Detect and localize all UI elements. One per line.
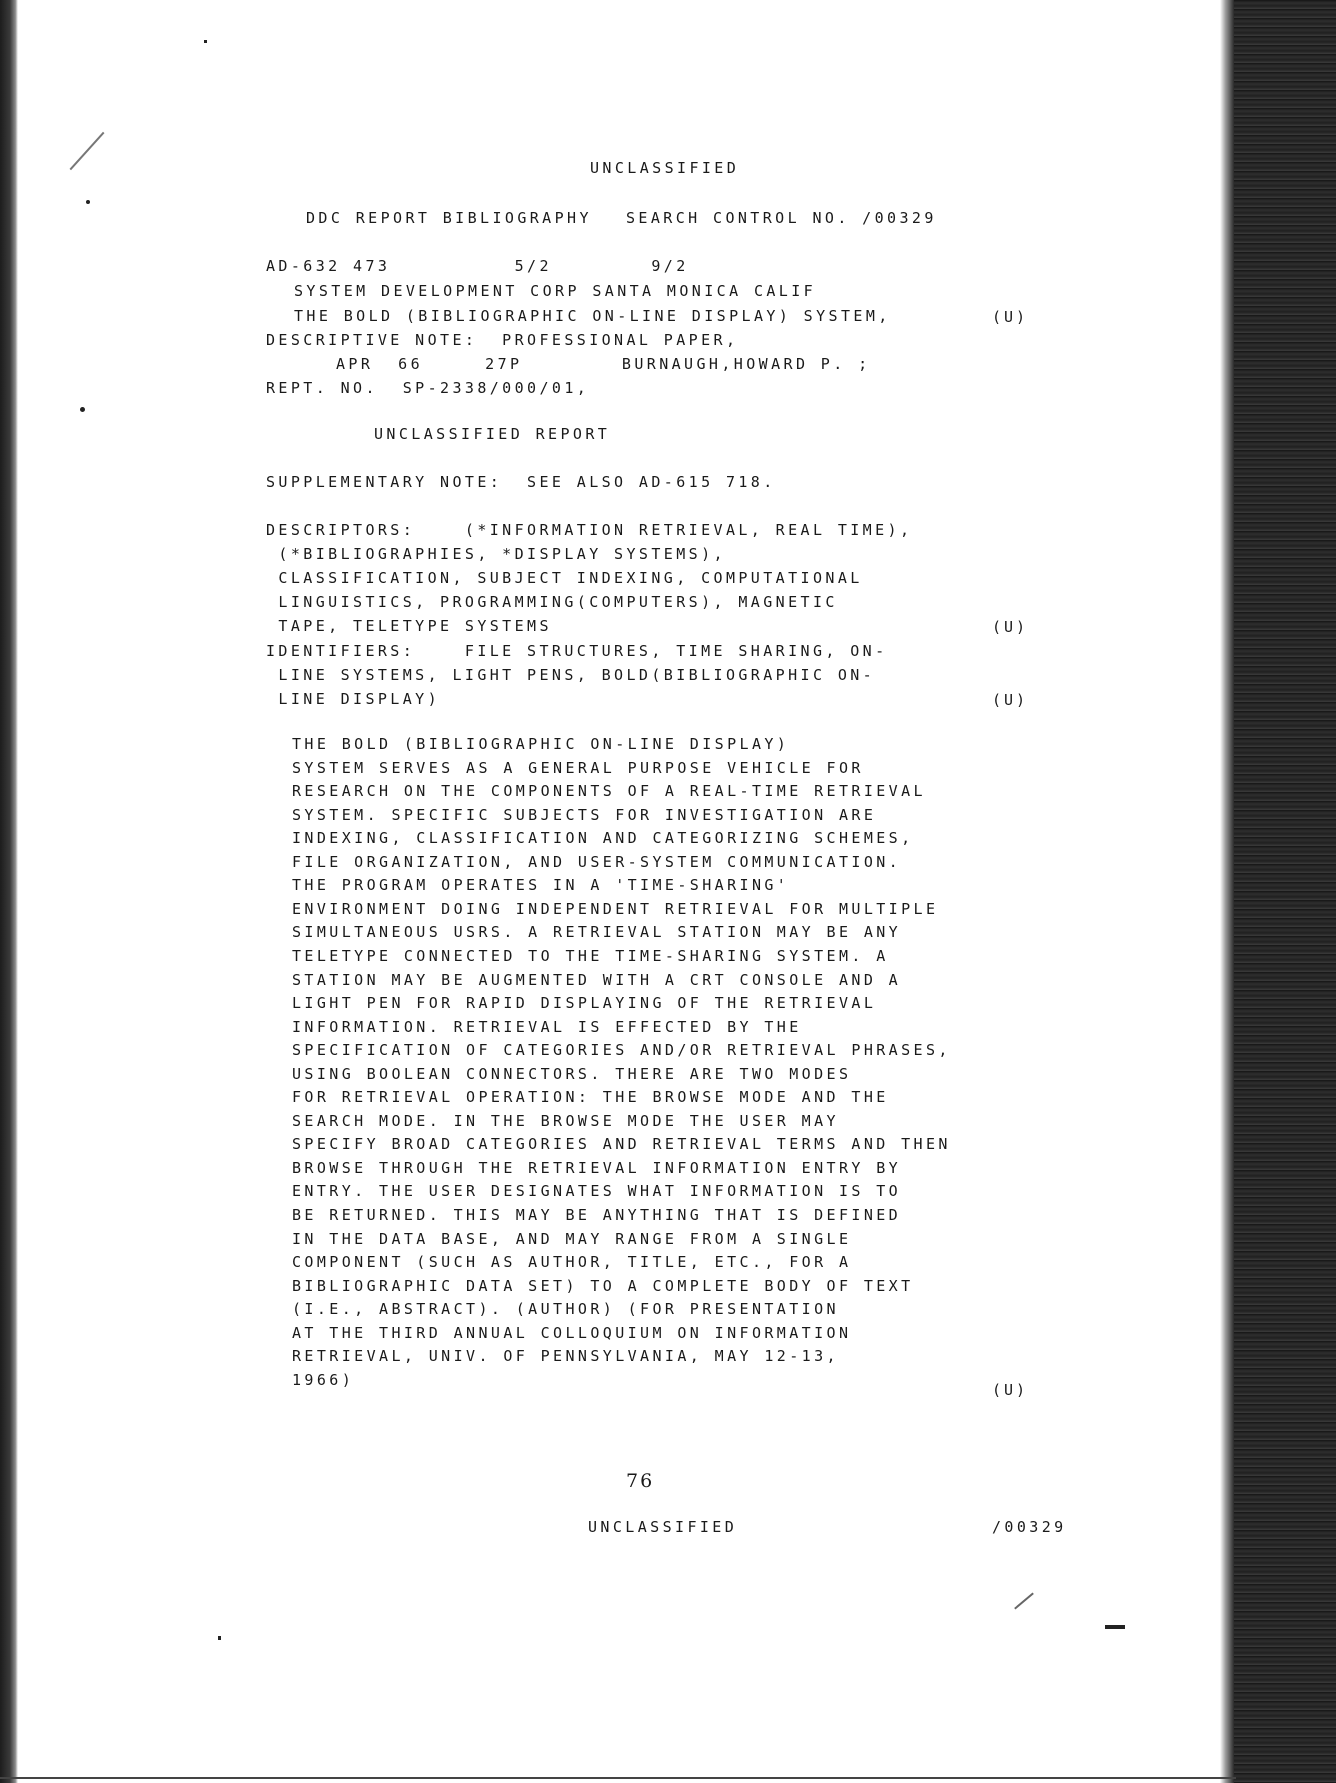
- descriptors-line: CLASSIFICATION, SUBJECT INDEXING, COMPUTATIONAL: [266, 569, 863, 587]
- scan-stroke: [70, 132, 105, 170]
- abstract-line: LIGHT PEN FOR RAPID DISPLAYING OF THE RETRIEVAL: [292, 994, 877, 1013]
- abstract-class-marker: (U): [992, 1381, 1029, 1399]
- abstract-line: SIMULTANEOUS USRS. A RETRIEVAL STATION MAY BE ANY: [292, 923, 902, 942]
- report-title: THE BOLD (BIBLIOGRAPHIC ON-LINE DISPLAY) SYSTEM,: [294, 307, 891, 325]
- page-number: 76: [626, 1470, 655, 1492]
- scan-bottom-edge: [0, 1777, 1236, 1779]
- abstract-line: 1966): [292, 1370, 355, 1389]
- supplementary-note: SUPPLEMENTARY NOTE: SEE ALSO AD-615 718.: [266, 473, 776, 491]
- identifiers-line: IDENTIFIERS: FILE STRUCTURES, TIME SHARING, ON-: [266, 642, 888, 660]
- identifiers-line: LINE SYSTEMS, LIGHT PENS, BOLD(BIBLIOGRAPHIC ON-: [266, 666, 876, 684]
- abstract-block: [292, 734, 1052, 1424]
- scan-speck: [1105, 1625, 1125, 1629]
- identifiers-class-marker: (U): [992, 691, 1029, 709]
- report-classification: UNCLASSIFIED REPORT: [374, 425, 611, 443]
- date-pages-author: APR 66 27P BURNAUGH,HOWARD P. ;: [336, 355, 871, 373]
- descriptors-line: TAPE, TELETYPE SYSTEMS: [266, 617, 552, 635]
- descriptors-line: LINGUISTICS, PROGRAMMING(COMPUTERS), MAGNETIC: [266, 593, 838, 611]
- descriptors-class-marker: (U): [992, 618, 1029, 636]
- scan-speck: [80, 407, 85, 412]
- abstract-line: THE PROGRAM OPERATES IN A 'TIME-SHARING': [292, 876, 790, 895]
- report-number: REPT. NO. SP-2338/000/01,: [266, 379, 590, 397]
- abstract-line: COMPONENT (SUCH AS AUTHOR, TITLE, ETC., FOR A: [292, 1253, 852, 1272]
- abstract-line: STATION MAY BE AUGMENTED WITH A CRT CONSOLE AND A: [292, 970, 902, 989]
- corporate-source: SYSTEM DEVELOPMENT CORP SANTA MONICA CALIF: [294, 282, 817, 300]
- abstract-line: BIBLIOGRAPHIC DATA SET) TO A COMPLETE BODY OF TEXT: [292, 1276, 914, 1295]
- ad-number-line: AD-632 473 5/2 9/2: [266, 257, 689, 275]
- scan-speck: [86, 200, 90, 204]
- abstract-line: SYSTEM SERVES AS A GENERAL PURPOSE VEHICLE FOR: [292, 758, 864, 777]
- abstract-line: SYSTEM. SPECIFIC SUBJECTS FOR INVESTIGATION ARE: [292, 805, 877, 824]
- title-class-marker: (U): [992, 308, 1029, 326]
- bibliography-title: DDC REPORT BIBLIOGRAPHY: [306, 209, 592, 227]
- scan-speck: [204, 40, 207, 43]
- abstract-line: TELETYPE CONNECTED TO THE TIME-SHARING SYSTEM. A: [292, 946, 889, 965]
- abstract-line: ENVIRONMENT DOING INDEPENDENT RETRIEVAL FOR MULTIPLE: [292, 899, 939, 918]
- abstract-line: SEARCH MODE. IN THE BROWSE MODE THE USER MAY: [292, 1111, 839, 1130]
- search-control-number: SEARCH CONTROL NO. /00329: [626, 209, 937, 227]
- scan-speck: [218, 1636, 221, 1640]
- abstract-line: IN THE DATA BASE, AND MAY RANGE FROM A SINGLE: [292, 1229, 852, 1248]
- abstract-line: FOR RETRIEVAL OPERATION: THE BROWSE MODE AND THE: [292, 1088, 889, 1107]
- scan-left-edge: [0, 0, 18, 1783]
- footer-classification: UNCLASSIFIED: [588, 1518, 738, 1536]
- descriptors-line: DESCRIPTORS: (*INFORMATION RETRIEVAL, REAL TIME),: [266, 521, 913, 539]
- identifiers-line: LINE DISPLAY): [266, 690, 441, 708]
- scan-stroke: [1014, 1593, 1034, 1610]
- abstract-line: FILE ORGANIZATION, AND USER-SYSTEM COMMUNICATION.: [292, 852, 902, 871]
- abstract-line: RETRIEVAL, UNIV. OF PENNSYLVANIA, MAY 12-13,: [292, 1347, 839, 1366]
- abstract-line: ENTRY. THE USER DESIGNATES WHAT INFORMATION IS TO: [292, 1182, 902, 1201]
- abstract-line: AT THE THIRD ANNUAL COLLOQUIUM ON INFORMATION: [292, 1323, 852, 1342]
- footer-control-number: /00329: [992, 1518, 1067, 1536]
- abstract-line: BE RETURNED. THIS MAY BE ANYTHING THAT IS DEFINED: [292, 1206, 902, 1224]
- abstract-line: (I.E., ABSTRACT). (AUTHOR) (FOR PRESENTATION: [292, 1300, 839, 1319]
- abstract-line: USING BOOLEAN CONNECTORS. THERE ARE TWO MODES: [292, 1064, 852, 1083]
- abstract-line: SPECIFY BROAD CATEGORIES AND RETRIEVAL TERMS AND THEN: [292, 1135, 951, 1154]
- abstract-line: THE BOLD (BIBLIOGRAPHIC ON-LINE DISPLAY): [292, 735, 790, 753]
- abstract-line: SPECIFICATION OF CATEGORIES AND/OR RETRIEVAL PHRASES,: [292, 1041, 951, 1060]
- abstract-line: BROWSE THROUGH THE RETRIEVAL INFORMATION ENTRY BY: [292, 1158, 902, 1177]
- descriptors-line: (*BIBLIOGRAPHIES, *DISPLAY SYSTEMS),: [266, 545, 726, 563]
- descriptive-note: DESCRIPTIVE NOTE: PROFESSIONAL PAPER,: [266, 331, 739, 349]
- abstract-line: INDEXING, CLASSIFICATION AND CATEGORIZING SCHEMES,: [292, 829, 914, 848]
- abstract-line: RESEARCH ON THE COMPONENTS OF A REAL-TIME RETRIEVAL: [292, 782, 926, 801]
- abstract-line: INFORMATION. RETRIEVAL IS EFFECTED BY THE: [292, 1017, 802, 1036]
- header-classification: UNCLASSIFIED: [590, 159, 740, 177]
- scan-right-edge: [1230, 0, 1336, 1783]
